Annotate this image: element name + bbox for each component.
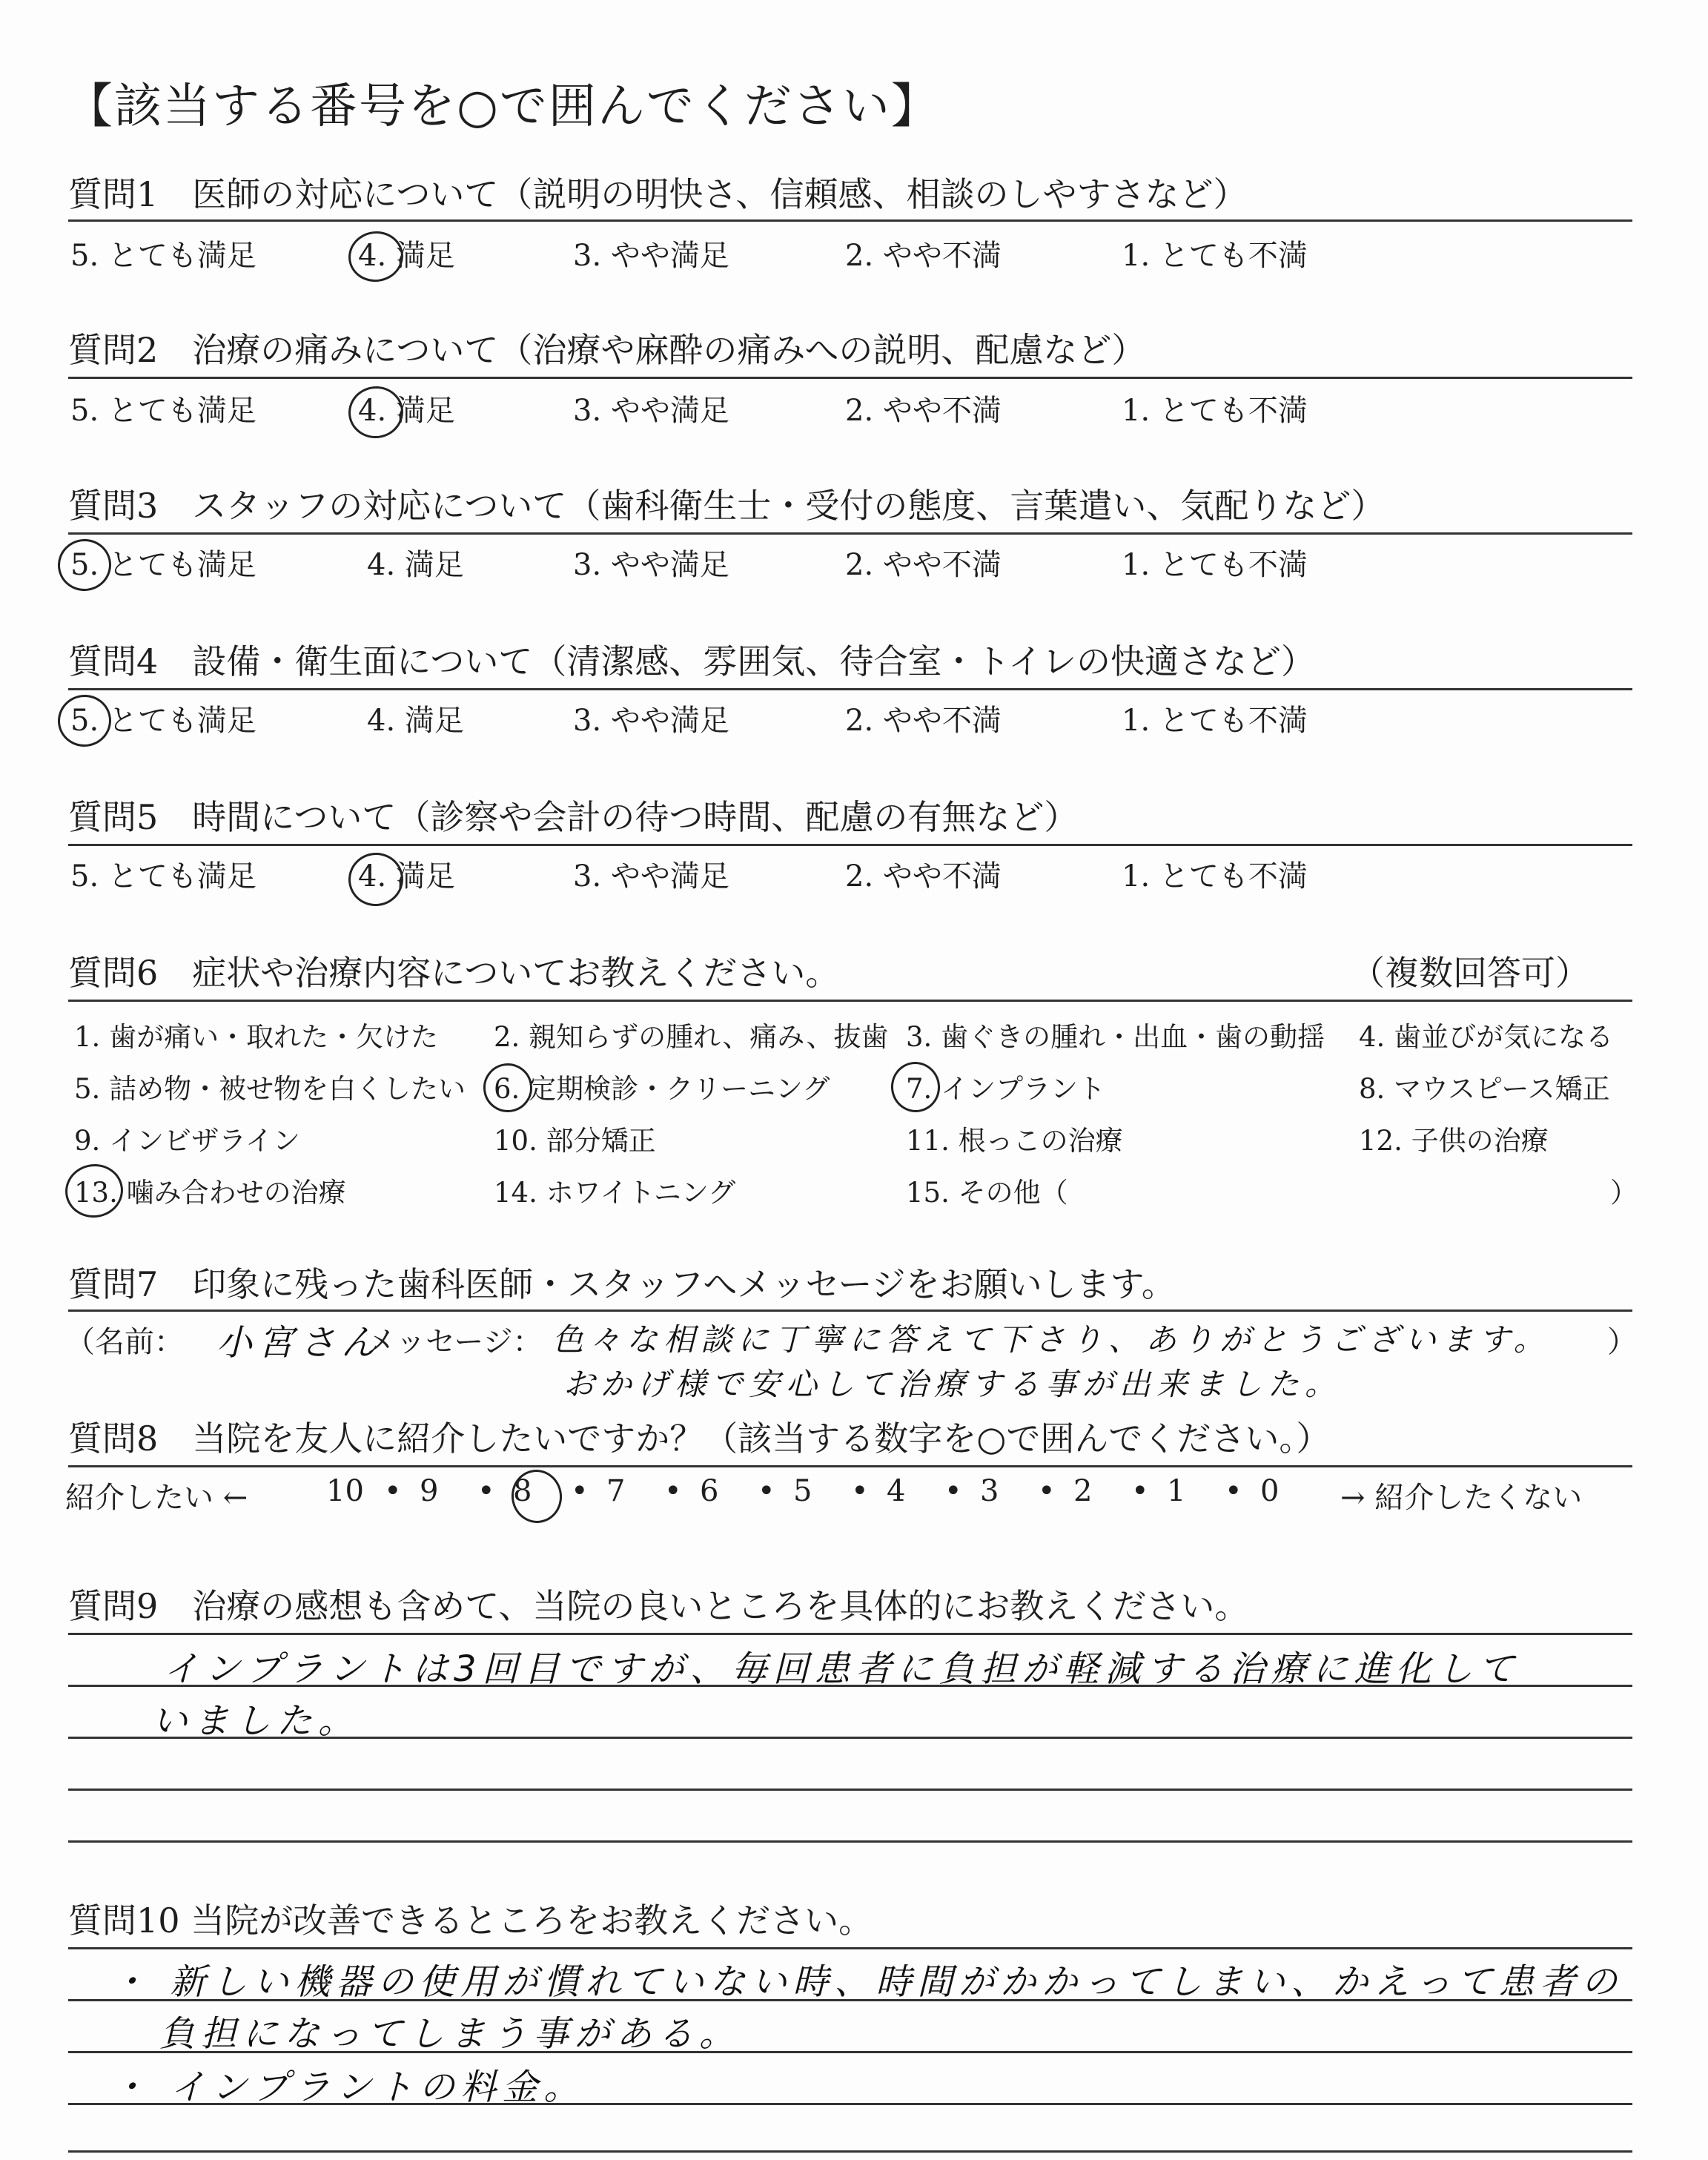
q9-answer-line1[interactable]: インプラントは3回目ですが、毎回患者に負担が軽減する治療に進化して xyxy=(163,1648,1520,1690)
q10-rule-5 xyxy=(68,2150,1632,2153)
q6-option-14[interactable]: 14. ホワイトニング xyxy=(494,1177,736,1209)
q6-option-11[interactable]: 11. 根っこの治療 xyxy=(906,1125,1123,1157)
q6-option-15-close: ） xyxy=(1610,1177,1638,1209)
q5-option-2[interactable]: 2. やや不満 xyxy=(845,859,1002,894)
q4-rule xyxy=(68,688,1632,690)
q10-answer-line3[interactable]: ・ インプラントの料金。 xyxy=(111,2067,586,2108)
q1-option-1[interactable]: 1. とても不満 xyxy=(1122,239,1308,273)
q5-title: 質問5 時間について（診察や会計の待つ時間、配慮の有無など） xyxy=(68,797,1079,837)
q1-option-4[interactable]: 4. 満足 xyxy=(358,239,455,273)
q6-option-2[interactable]: 2. 親知らずの腫れ、痛み、抜歯 xyxy=(494,1021,889,1053)
q8-scale-5[interactable]: 5 xyxy=(793,1474,812,1508)
q6-option-15[interactable]: 15. その他（ xyxy=(906,1177,1068,1209)
q5-rule xyxy=(68,844,1632,846)
q8-scale-separator: • xyxy=(1131,1474,1149,1508)
q6-title: 質問6 症状や治療内容についてお教えください。 xyxy=(68,953,840,993)
q2-option-4[interactable]: 4. 満足 xyxy=(358,394,455,428)
q10-rule-1 xyxy=(68,1947,1632,1949)
q7-rule xyxy=(68,1309,1632,1312)
q3-title: 質問3 スタッフの対応について（歯科衛生士・受付の態度、言葉遣い、気配りなど） xyxy=(68,486,1386,526)
q4-option-2[interactable]: 2. やや不満 xyxy=(845,704,1002,738)
q8-scale-10[interactable]: 10 xyxy=(326,1474,364,1508)
q5-option-3[interactable]: 3. やや満足 xyxy=(573,859,729,894)
q8-scale-separator: • xyxy=(384,1474,402,1508)
q8-scale-separator: • xyxy=(1038,1474,1056,1508)
q8-scale-6[interactable]: 6 xyxy=(700,1474,719,1508)
q7-message-label: メッセージ： xyxy=(366,1325,543,1359)
q9-title: 質問9 治療の感想も含めて、当院の良いところを具体的にお教えください。 xyxy=(68,1586,1249,1626)
q4-option-1[interactable]: 1. とても不満 xyxy=(1122,704,1308,738)
q3-option-3[interactable]: 3. やや満足 xyxy=(573,548,729,582)
q8-scale-7[interactable]: 7 xyxy=(606,1474,626,1508)
q3-option-2[interactable]: 2. やや不満 xyxy=(845,548,1002,582)
q9-rule-5 xyxy=(68,1840,1632,1843)
q4-option-4[interactable]: 4. 満足 xyxy=(367,704,464,738)
q1-title: 質問1 医師の対応について（説明の明快さ、信頼感、相談のしやすさなど） xyxy=(68,174,1248,214)
form-header: 【該当する番号を○で囲んでください】 xyxy=(65,79,940,134)
q6-note: （複数回答可） xyxy=(1351,953,1589,993)
q3-option-1[interactable]: 1. とても不満 xyxy=(1122,548,1308,582)
q8-left-label: 紹介したい ← xyxy=(65,1481,248,1515)
q1-option-3[interactable]: 3. やや満足 xyxy=(573,239,729,273)
q7-name-value[interactable]: 小宮さん xyxy=(216,1322,383,1364)
q9-answer-line2[interactable]: いました。 xyxy=(152,1700,360,1742)
q2-option-1[interactable]: 1. とても不満 xyxy=(1122,394,1308,428)
q10-answer-line2[interactable]: 負担になってしまう事がある。 xyxy=(159,2013,741,2055)
q8-scale-9[interactable]: 9 xyxy=(420,1474,439,1508)
q6-option-6[interactable]: 6. 定期検診・クリーニング xyxy=(494,1073,830,1105)
q3-option-5[interactable]: 5. とても満足 xyxy=(70,548,256,582)
q8-scale-4[interactable]: 4 xyxy=(887,1474,906,1508)
q6-option-9[interactable]: 9. インビザライン xyxy=(74,1125,300,1157)
q8-scale-1[interactable]: 1 xyxy=(1167,1474,1186,1508)
q6-rule xyxy=(68,1000,1632,1002)
q4-option-5[interactable]: 5. とても満足 xyxy=(70,704,256,738)
q6-option-5[interactable]: 5. 詰め物・被せ物を白くしたい xyxy=(74,1073,466,1105)
q6-option-3[interactable]: 3. 歯ぐきの腫れ・出血・歯の動揺 xyxy=(906,1021,1325,1053)
q9-rule-4 xyxy=(68,1789,1632,1791)
q6-option-12[interactable]: 12. 子供の治療 xyxy=(1359,1125,1549,1157)
q5-option-5[interactable]: 5. とても満足 xyxy=(70,859,256,894)
q8-scale-separator: • xyxy=(571,1474,589,1508)
q8-scale-separator: • xyxy=(851,1474,869,1508)
q4-title: 質問4 設備・衛生面について（清潔感、雰囲気、待合室・トイレの快適さなど） xyxy=(68,641,1316,681)
q6-option-13[interactable]: 13. 噛み合わせの治療 xyxy=(74,1177,346,1209)
q6-option-4[interactable]: 4. 歯並びが気になる xyxy=(1359,1021,1614,1053)
q2-title: 質問2 治療の痛みについて（治療や麻酔の痛みへの説明、配慮など） xyxy=(68,330,1146,370)
q7-message-line1[interactable]: 色々な相談に丁寧に答えて下さり、ありがとうございます。 xyxy=(552,1321,1551,1358)
q6-option-10[interactable]: 10. 部分矯正 xyxy=(494,1125,656,1157)
q7-name-label: （名前： xyxy=(65,1325,184,1359)
q8-scale-0[interactable]: 0 xyxy=(1260,1474,1280,1508)
q5-option-1[interactable]: 1. とても不満 xyxy=(1122,859,1308,894)
q1-option-5[interactable]: 5. とても満足 xyxy=(70,239,256,273)
q6-option-8[interactable]: 8. マウスピース矯正 xyxy=(1359,1073,1610,1105)
q7-message-line2[interactable]: おかげ様で安心して治療する事が出来ました。 xyxy=(563,1366,1343,1402)
q2-option-2[interactable]: 2. やや不満 xyxy=(845,394,1002,428)
q7-title: 質問7 印象に残った歯科医師・スタッフへメッセージをお願いします。 xyxy=(68,1264,1176,1304)
q4-option-3[interactable]: 3. やや満足 xyxy=(573,704,729,738)
q8-scale-8[interactable]: 8 xyxy=(513,1474,532,1508)
q10-title: 質問10 当院が改善できるところをお教えください。 xyxy=(68,1900,873,1941)
q8-scale-2[interactable]: 2 xyxy=(1073,1474,1093,1508)
q5-option-4[interactable]: 4. 満足 xyxy=(358,859,455,894)
q8-rule xyxy=(68,1465,1632,1467)
q8-scale-separator: • xyxy=(664,1474,682,1508)
q3-rule xyxy=(68,532,1632,535)
q1-option-2[interactable]: 2. やや不満 xyxy=(845,239,1002,273)
q8-scale-separator: • xyxy=(477,1474,495,1508)
q10-answer-line1[interactable]: ・ 新しい機器の使用が慣れていない時、時間がかかってしまい、かえって患者の xyxy=(111,1961,1623,2003)
q8-scale-3[interactable]: 3 xyxy=(980,1474,999,1508)
q1-rule xyxy=(68,219,1632,222)
q8-scale-separator: • xyxy=(944,1474,962,1508)
q8-scale-separator: • xyxy=(758,1474,775,1508)
q8-scale-separator: • xyxy=(1225,1474,1242,1508)
q2-option-3[interactable]: 3. やや満足 xyxy=(573,394,729,428)
q2-rule xyxy=(68,377,1632,379)
q8-right-label: → 紹介したくない xyxy=(1340,1481,1583,1515)
q3-option-4[interactable]: 4. 満足 xyxy=(367,548,464,582)
q8-title: 質問8 当院を友人に紹介したいですか？（該当する数字を○で囲んでください。） xyxy=(68,1418,1331,1459)
q7-close-paren: ） xyxy=(1607,1325,1637,1359)
q9-rule-1 xyxy=(68,1633,1632,1635)
q6-option-1[interactable]: 1. 歯が痛い・取れた・欠けた xyxy=(74,1021,439,1053)
q2-option-5[interactable]: 5. とても満足 xyxy=(70,394,256,428)
q6-option-7[interactable]: 7. インプラント xyxy=(906,1073,1106,1105)
